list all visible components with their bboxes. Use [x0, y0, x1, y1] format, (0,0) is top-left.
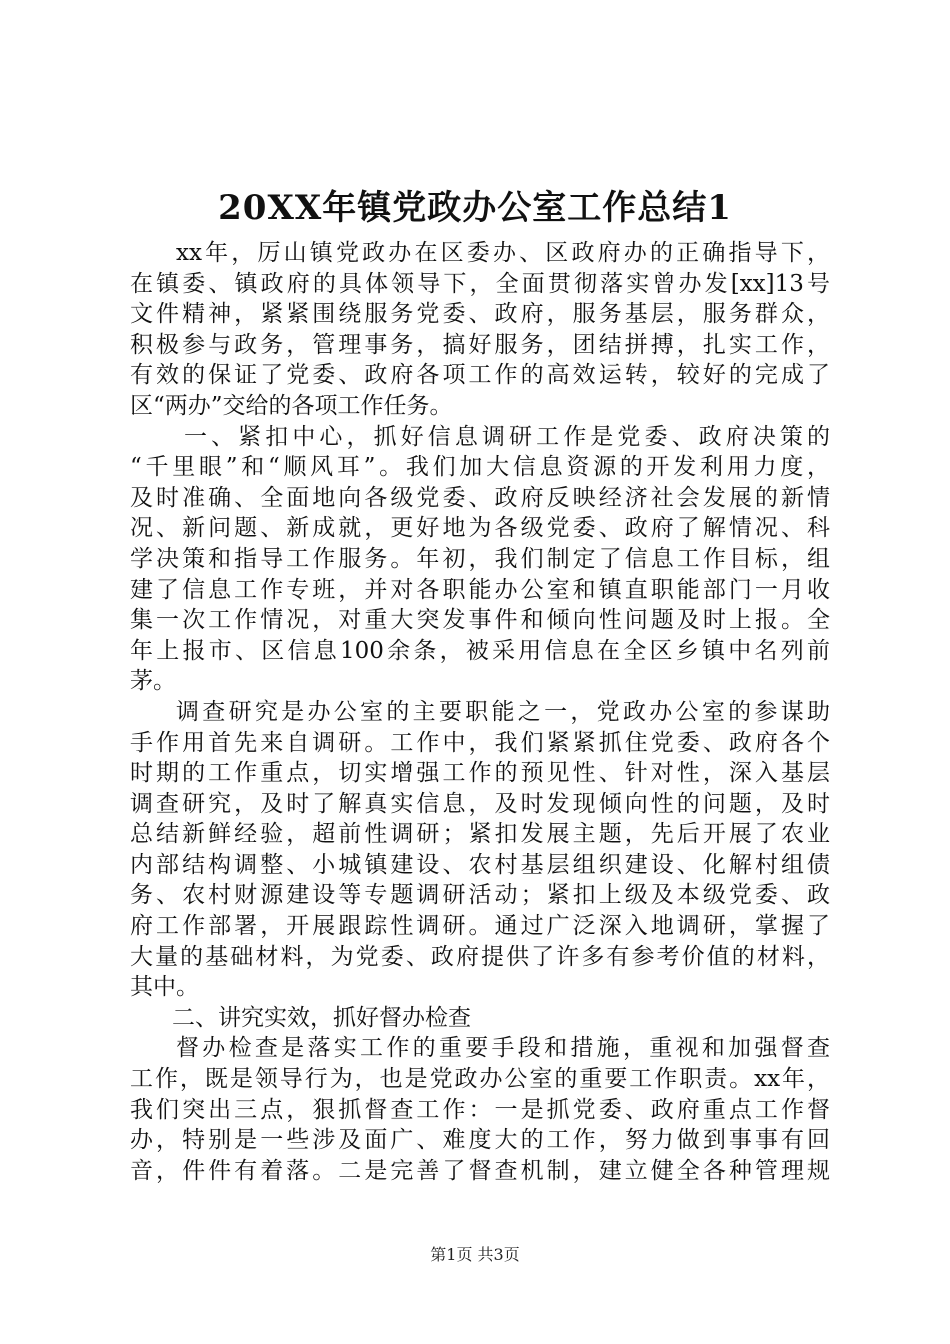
body-line: 调查研究是办公室的主要职能之一，党政办公室的参谋助	[176, 698, 830, 725]
body-line: 集一次工作情况，对重大突发事件和倾向性问题及时上报。全	[130, 607, 830, 634]
body-line: 在镇委、镇政府的具体领导下，全面贯彻落实曾办发[xx]13号	[130, 270, 830, 297]
body-line: 工作，既是领导行为，也是党政办公室的重要工作职责。xx年，	[130, 1066, 830, 1093]
body-line: 一、紧扣中心，抓好信息调研工作是党委、政府决策的	[184, 423, 830, 450]
body-line: 我们突出三点，狠抓督查工作：一是抓党委、政府重点工作督	[130, 1096, 830, 1123]
body-line: 学决策和指导工作服务。年初，我们制定了信息工作目标，组	[130, 545, 830, 572]
body-line: 区“两办”交给的各项工作任务。	[130, 392, 453, 419]
body-line: 总结新鲜经验，超前性调研；紧扣发展主题，先后开展了农业	[130, 821, 830, 848]
body-line: 时期的工作重点，切实增强工作的预见性、针对性，深入基层	[130, 760, 830, 787]
body-line: 建了信息工作专班，并对各职能办公室和镇直职能部门一月收	[130, 576, 830, 603]
body-line: 及时准确、全面地向各级党委、政府反映经济社会发展的新情	[130, 484, 830, 511]
body-line: 年上报市、区信息100余条，被采用信息在全区乡镇中名列前	[130, 637, 830, 664]
document-body	[130, 238, 830, 1186]
body-line: 务、农村财源建设等专题调研活动；紧扣上级及本级党委、政	[130, 882, 830, 909]
body-line: 况、新问题、新成就，更好地为各级党委、政府了解情况、科	[130, 515, 830, 542]
body-line: 办，特别是一些涉及面广、难度大的工作，努力做到事事有回	[130, 1127, 830, 1154]
body-line: 文件精神，紧紧围绕服务党委、政府，服务基层，服务群众，	[130, 301, 830, 328]
body-line: 有效的保证了党委、政府各项工作的高效运转，较好的完成了	[130, 362, 830, 389]
body-line: 调查研究，及时了解真实信息，及时发现倾向性的问题，及时	[130, 790, 830, 817]
document-title: 20XX年镇党政办公室工作总结1	[218, 188, 732, 228]
body-line: 茅。	[130, 668, 176, 695]
body-line: 府工作部署，开展跟踪性调研。通过广泛深入地调研，掌握了	[130, 913, 830, 940]
section-heading: 二、讲究实效，抓好督办检查	[172, 1004, 471, 1031]
body-line: 其中。	[130, 974, 199, 1001]
body-line: “千里眼”和“顺风耳”。我们加大信息资源的开发利用力度，	[130, 454, 830, 481]
page-number: 第1页 共3页	[430, 1245, 520, 1264]
body-line: xx年，厉山镇党政办在区委办、区政府办的正确指导下，	[176, 240, 830, 266]
body-line: 音，件件有着落。二是完善了督查机制，建立健全各种管理规	[130, 1157, 830, 1184]
body-line: 积极参与政务，管理事务，搞好服务，团结拼搏，扎实工作，	[130, 331, 830, 358]
body-line: 手作用首先来自调研。工作中，我们紧紧抓住党委、政府各个	[130, 729, 830, 756]
body-line: 内部结构调整、小城镇建设、农村基层组织建设、化解村组债	[130, 851, 830, 878]
body-line: 大量的基础材料，为党委、政府提供了许多有参考价值的材料，	[130, 943, 830, 970]
body-line: 督办检查是落实工作的重要手段和措施，重视和加强督查	[176, 1035, 830, 1062]
